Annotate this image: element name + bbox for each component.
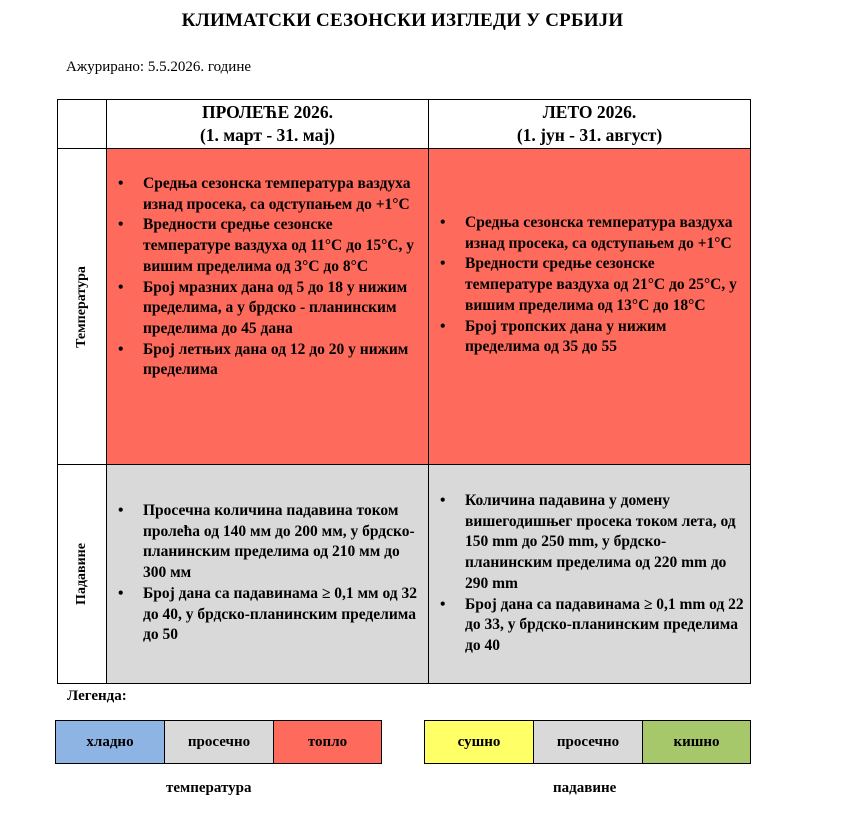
precipitation-label-cell (58, 465, 107, 684)
summer-temperature-cell (429, 149, 751, 465)
legend-swatch-average: просечно (534, 721, 643, 763)
legend-swatch-average: просечно (165, 721, 274, 763)
list-item: • Број мразних дана од 5 до 18 у нижим пределима, а у брдско - планинским пределима до 45 дана (143, 278, 422, 340)
list-item: • Број тропских дана у нижим пределима од 35 до 55 (465, 317, 744, 358)
legend-swatch-warm: топло (274, 721, 381, 763)
spring-temperature-cell (107, 149, 429, 465)
list-item: • Број дана са падавинама ≥ 0,1 mm од 22 до 33, у брдско-планинским пределима до 40 (465, 595, 744, 657)
temperature-row (58, 149, 751, 465)
list-item: • Вредности средње сезонске температуре ваздуха од 11°C до 15°C, у вишим пределима од 3°C до 8°C (143, 215, 422, 277)
list-item: • Средња сезонска температура ваздуха изнад просека, са одступањем до +1°C (143, 174, 422, 215)
spring-precipitation-cell (107, 465, 429, 684)
spring-season: ПРОЛЕЋЕ 2026. (201, 102, 334, 122)
legend-swatch-dry: сушно (425, 721, 534, 763)
legend-title: Легенда: (67, 688, 127, 704)
updated-date: Ажурирано: 5.5.2026. године (66, 59, 252, 75)
header-row (58, 100, 751, 149)
temperature-legend-caption: температура (166, 780, 252, 796)
temperature-legend (55, 720, 382, 764)
corner-cell (58, 100, 107, 149)
summer-temperature-list (429, 149, 750, 358)
precipitation-legend (424, 720, 751, 764)
precipitation-row (58, 465, 751, 684)
list-item: • Број летњих дана од 12 до 20 у нижим пределима (143, 340, 422, 381)
legend-swatch-cold: хладно (56, 721, 165, 763)
list-item: • Број дана са падавинама ≥ 0,1 мм од 32 до 40, у брдско-планинским пределима до 50 (143, 584, 422, 646)
summer-season: ЛЕТО 2026. (542, 102, 637, 122)
document-title: КЛИМАТСКИ СЕЗОНСКИ ИЗГЛЕДИ У СРБИЈИ (181, 10, 624, 31)
outlook-table (57, 99, 751, 684)
spring-temperature-list (107, 149, 428, 381)
legend-swatch-wet: кишно (643, 721, 750, 763)
temperature-label: Температура (74, 265, 89, 348)
precipitation-legend-caption: падавине (553, 780, 617, 796)
summer-period: (1. јун - 31. август) (516, 125, 663, 145)
list-item: • Вредности средње сезонске температуре ваздуха од 21°C до 25°C, у вишим пределима од 13°C до 18°C (465, 254, 744, 316)
spring-precipitation-list (107, 465, 428, 646)
list-item: • Количина падавина у домену вишегодишњег просека током лета, од 150 mm до 250 mm, у брдско-планинским пределима од 220 mm до 290 mm (465, 491, 744, 595)
spring-header (107, 100, 429, 149)
summer-precipitation-cell (429, 465, 751, 684)
precipitation-label: Падавине (74, 543, 89, 605)
spring-period: (1. март - 31. мај) (199, 125, 335, 145)
list-item: • Просечна количина падавина током пролећа од 140 мм до 200 мм, у брдско-планинским пределима од 210 мм до 300 мм (143, 501, 422, 584)
list-item: • Средња сезонска температура ваздуха изнад просека, са одступањем до +1°C (465, 213, 744, 254)
summer-header (429, 100, 751, 149)
summer-precipitation-list (429, 465, 750, 657)
temperature-label-cell (58, 149, 107, 465)
